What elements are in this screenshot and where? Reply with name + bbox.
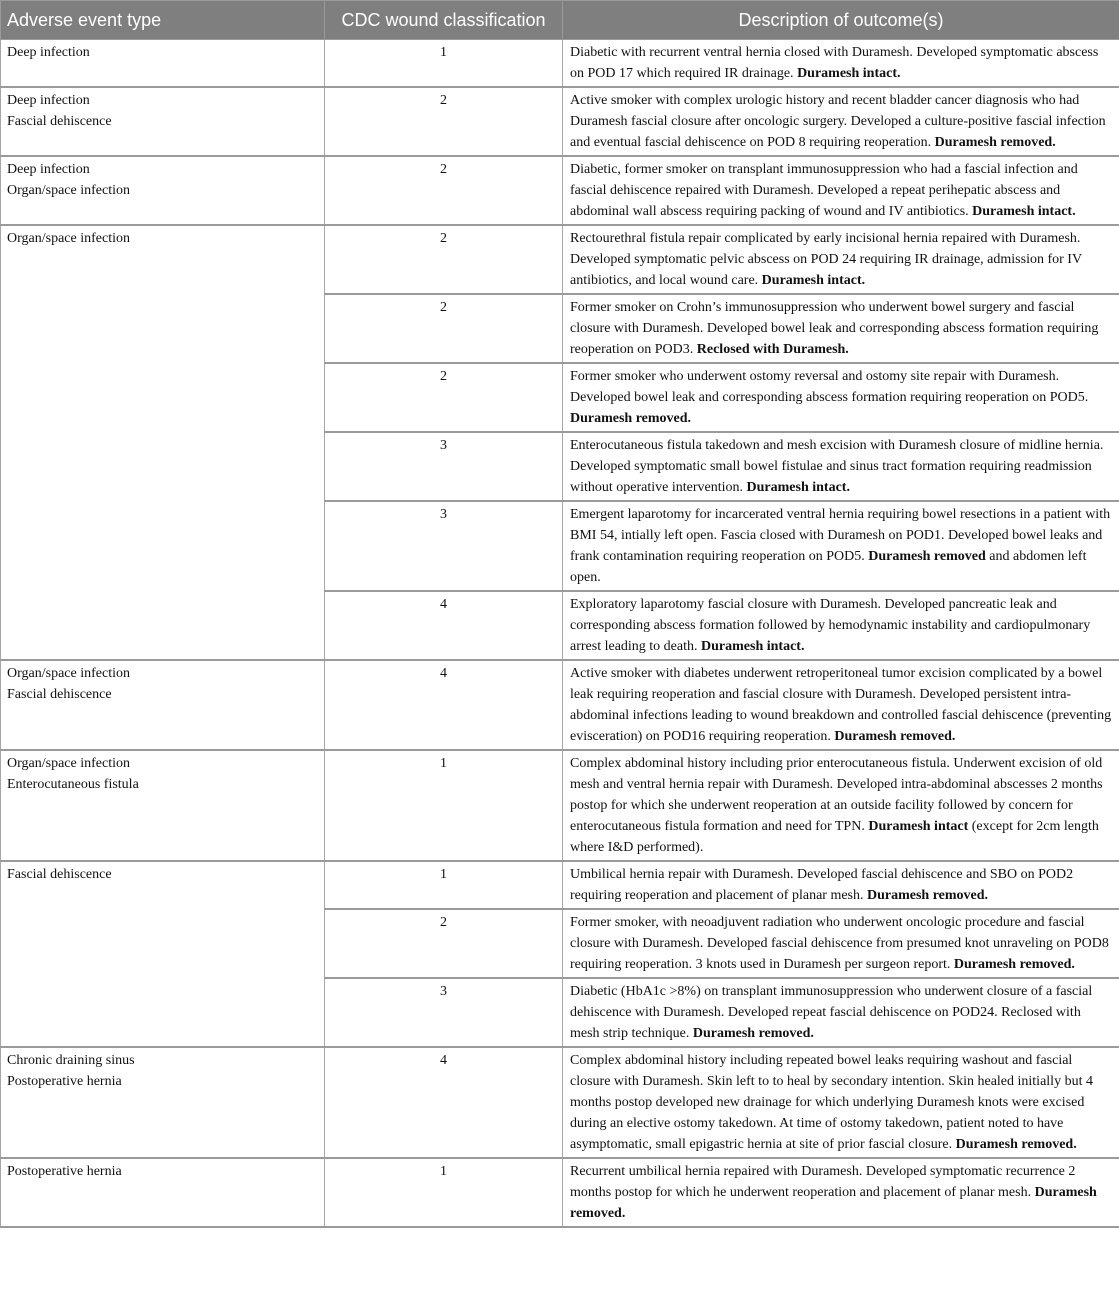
description-cell — [563, 1047, 1119, 1158]
description-suffix: and abdomen left open. — [570, 549, 1087, 585]
mesh-outcome: Duramesh removed — [868, 549, 986, 564]
header-description-of-outcomes: Description of outcome(s) — [563, 1, 1119, 40]
adverse-event-type-label: Organ/space infection — [7, 183, 130, 198]
table-row — [1, 40, 1119, 88]
adverse-event-type-label: Deep infection — [7, 162, 90, 177]
adverse-event-type-label: Chronic draining sinus — [7, 1053, 135, 1068]
adverse-event-type-cell — [1, 1158, 325, 1227]
cdc-classification-cell: 4 — [325, 660, 563, 750]
adverse-event-type-label: Enterocutaneous fistula — [7, 777, 139, 792]
description-text: Former smoker on Crohn’s immunosuppression who underwent bowel surgery and fascial closure with Duramesh. Developed bowel leak and corresponding abscess formation requiring reoperation on POD3. — [570, 300, 1099, 357]
description-cell — [563, 40, 1119, 88]
table-row — [1, 156, 1119, 225]
table-row — [1, 1047, 1119, 1158]
description-text: Active smoker with diabetes underwent retroperitoneal tumor excision complicated by a bowel leak requiring reoperation and fascial closure with Duramesh. Developed persistent intra-abdominal infections leading to wound breakdown and controlled fascial dehiscence (preventing evisceration) on POD16 requiring reoperation. — [570, 666, 1112, 744]
cdc-classification-cell: 1 — [325, 861, 563, 909]
cdc-classification-cell: 2 — [325, 225, 563, 294]
description-text: Recurrent umbilical hernia repaired with Duramesh. Developed symptomatic recurrence 2 months postop for which he underwent reoperation and placement of planar mesh. — [570, 1164, 1076, 1200]
adverse-event-type-cell — [1, 1047, 325, 1158]
cdc-classification-cell: 4 — [325, 1047, 563, 1158]
mesh-outcome: Duramesh removed. — [570, 411, 692, 426]
adverse-event-type-label: Fascial dehiscence — [7, 114, 112, 129]
description-cell — [563, 225, 1119, 294]
mesh-outcome: Duramesh intact — [868, 819, 969, 834]
mesh-outcome: Duramesh intact. — [761, 273, 866, 288]
description-text: Rectourethral fistula repair complicated by early incisional hernia repaired with Duramesh. Developed symptomatic pelvic abscess on POD 24 requiring IR drainage, admission for IV antibiotics, and local wound care. — [570, 231, 1082, 288]
cdc-classification-cell: 2 — [325, 363, 563, 432]
description-cell — [563, 909, 1119, 978]
adverse-event-type-label: Deep infection — [7, 93, 90, 108]
cdc-classification-cell: 2 — [325, 87, 563, 156]
description-text: Diabetic with recurrent ventral hernia closed with Duramesh. Developed symptomatic abscess on POD 17 which required IR drainage. — [570, 45, 1099, 81]
table-row — [1, 87, 1119, 156]
description-suffix: (except for 2cm length where I&D performed). — [570, 819, 1099, 855]
header-adverse-event-type: Adverse event type — [1, 1, 325, 40]
adverse-event-type-label: Organ/space infection — [7, 666, 130, 681]
mesh-outcome: Duramesh intact. — [701, 639, 805, 654]
description-cell — [563, 1158, 1119, 1227]
adverse-event-type-label: Organ/space infection — [7, 231, 130, 246]
description-text: Former smoker who underwent ostomy reversal and ostomy site repair with Duramesh. Developed bowel leak and corresponding abscess formation requiring reoperation on POD5. — [570, 369, 1089, 405]
description-cell — [563, 432, 1119, 501]
mesh-outcome: Duramesh removed. — [692, 1026, 814, 1041]
adverse-event-type-cell — [1, 660, 325, 750]
cdc-classification-cell: 2 — [325, 909, 563, 978]
cdc-classification-cell: 3 — [325, 978, 563, 1047]
mesh-outcome: Duramesh removed. — [570, 1185, 1097, 1221]
table-row — [1, 660, 1119, 750]
cdc-classification-cell: 3 — [325, 501, 563, 591]
table-row — [1, 1158, 1119, 1227]
cdc-classification-cell: 1 — [325, 40, 563, 88]
adverse-event-type-label: Fascial dehiscence — [7, 687, 112, 702]
description-text: Diabetic (HbA1c >8%) on transplant immunosuppression who underwent closure of a fascial dehiscence with Duramesh. Developed repeat fascial dehiscence on POD24. Reclosed with mesh strip technique. — [570, 984, 1093, 1041]
mesh-outcome: Duramesh removed. — [867, 888, 989, 903]
adverse-event-type-cell — [1, 225, 325, 660]
adverse-event-type-label: Postoperative hernia — [7, 1074, 122, 1089]
adverse-event-type-cell — [1, 750, 325, 861]
adverse-event-type-label: Postoperative hernia — [7, 1164, 122, 1179]
description-cell — [563, 591, 1119, 660]
table-row — [1, 225, 1119, 294]
mesh-outcome: Duramesh removed. — [953, 957, 1075, 972]
header-row — [1, 1, 1119, 40]
adverse-event-type-cell — [1, 87, 325, 156]
table-row — [1, 750, 1119, 861]
mesh-outcome: Reclosed with Duramesh. — [696, 342, 849, 357]
cdc-classification-cell: 3 — [325, 432, 563, 501]
adverse-event-type-cell — [1, 861, 325, 1047]
description-cell — [563, 750, 1119, 861]
description-text: Umbilical hernia repair with Duramesh. Developed fascial dehiscence and SBO on POD2 requiring reoperation and placement of planar mesh. — [570, 867, 1074, 903]
description-text: Enterocutaneous fistula takedown and mesh excision with Duramesh closure of midline hernia. Developed symptomatic small bowel fistulae and sinus tract formation requiring readmission without operative intervention. — [570, 438, 1104, 495]
description-cell — [563, 363, 1119, 432]
description-text: Exploratory laparotomy fascial closure with Duramesh. Developed pancreatic leak and corresponding abscess formation followed by hemodynamic instability and cardiopulmonary arrest leading to death. — [570, 597, 1091, 654]
table-header — [1, 1, 1119, 40]
description-cell — [563, 294, 1119, 363]
adverse-event-type-label: Organ/space infection — [7, 756, 130, 771]
adverse-event-type-label: Deep infection — [7, 45, 90, 60]
description-cell — [563, 501, 1119, 591]
adverse-event-type-cell — [1, 40, 325, 88]
cdc-classification-cell: 1 — [325, 750, 563, 861]
adverse-event-type-cell — [1, 156, 325, 225]
mesh-outcome: Duramesh removed. — [834, 729, 956, 744]
table-row — [1, 861, 1119, 909]
description-text: Active smoker with complex urologic history and recent bladder cancer diagnosis who had Duramesh fascial closure after oncologic surgery. Developed a culture-positive fascial infection and eventual fascial dehiscence on POD 8 requiring reoperation. — [570, 93, 1106, 150]
mesh-outcome: Duramesh intact. — [972, 204, 1076, 219]
description-text: Emergent laparotomy for incarcerated ventral hernia requiring bowel resections in a patient with BMI 54, intially left open. Fascia closed with Duramesh on POD1. Developed bowel leaks and frank contamination requiring reoperation on POD5. — [570, 507, 1111, 564]
mesh-outcome: Duramesh intact. — [797, 66, 901, 81]
cdc-classification-cell: 1 — [325, 1158, 563, 1227]
adverse-event-type-label: Fascial dehiscence — [7, 867, 112, 882]
description-cell — [563, 87, 1119, 156]
description-text: Former smoker, with neoadjuvent radiation who underwent oncologic procedure and fascial closure with Duramesh. Developed fascial dehiscence from presumed knot unraveling on POD8 requiring reoperation. 3 knots used in Duramesh per surgeon report. — [570, 915, 1109, 972]
table-body — [1, 40, 1119, 1228]
description-text: Complex abdominal history including repeated bowel leaks requiring washout and fascial closure with Duramesh. Skin left to to heal by secondary intention. Skin healed initially but 4 months postop developed new drainage for which underlying Duramesh knots were excised during an elective ostomy takedown. At time of ostomy takedown, patient noted to have asymptomatic, small epigastric hernia at site of prior fascial closure. — [570, 1053, 1093, 1152]
description-cell — [563, 660, 1119, 750]
description-text: Complex abdominal history including prior enterocutaneous fistula. Underwent excision of old mesh and ventral hernia repair with Duramesh. Developed intra-abdominal abscesses 2 months postop for which she underwent reoperation at an outside facility followed by concern for enterocutaneous fistula formation and need for TPN. — [570, 756, 1103, 834]
mesh-outcome: Duramesh removed. — [934, 135, 1056, 150]
header-cdc-wound-classification: CDC wound classification — [325, 1, 563, 40]
description-cell — [563, 861, 1119, 909]
description-cell — [563, 978, 1119, 1047]
description-text: Diabetic, former smoker on transplant immunosuppression who had a fascial infection and fascial dehiscence repaired with Duramesh. Developed a repeat perihepatic abscess and abdominal wall abscess requiring packing of wound and IV antibiotics. — [570, 162, 1078, 219]
cdc-classification-cell: 4 — [325, 591, 563, 660]
description-cell — [563, 156, 1119, 225]
mesh-outcome: Duramesh removed. — [955, 1137, 1077, 1152]
cdc-classification-cell: 2 — [325, 294, 563, 363]
cdc-classification-cell: 2 — [325, 156, 563, 225]
mesh-outcome: Duramesh intact. — [746, 480, 850, 495]
